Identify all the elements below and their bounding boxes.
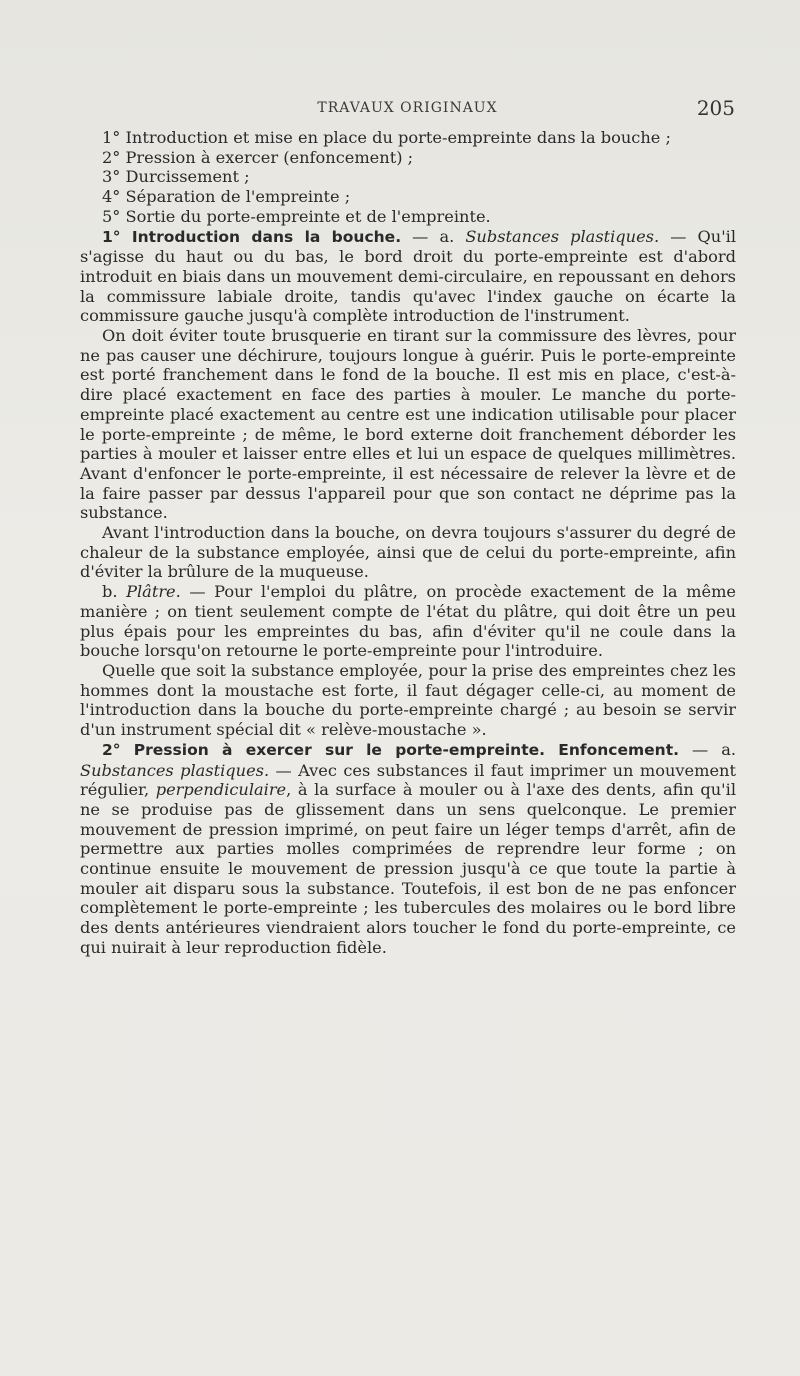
section-1-dash: — a.: [401, 226, 466, 246]
list-item: 3° Durcissement ;: [102, 167, 250, 187]
section-1-text: — Qu'il s'agisse du haut ou du bas, le bord droit du porte-empreinte est d'abord introduit en biais dans un mouvement demi-circulaire, en repoussant en dehors la commissure labiale droite, tandis qu'avec l'index gauche on écarte la commissure gauche jusqu'à complète introduction de l'instrument.: [80, 226, 736, 326]
section-2-paragraph: [80, 740, 736, 958]
section-2-text-b: , à la surface à mouler ou à l'axe des dents, afin qu'il ne se produise pas de glissement dans un sens quelconque. Le premier mouvement de pression imprimé, on peut faire un léger temps d'arrêt, afin de permettre aux parties molles comprimées de reprendre leur forme ; on continue ensuite le mouvement de pression jusqu'à ce que toute la partie à mouler ait disparu sous la substance. Toutefois, il est bon de ne pas enfoncer complètement le porte-empreinte ; les tubercules des molaires ou le bord libre des dents antérieures viendraient alors toucher le fond du porte-empreinte, ce qui nuirait à leur reproduction fidèle.: [80, 780, 736, 957]
paragraph-2: On doit éviter toute brusquerie en tirant sur la commissure des lèvres, pour ne pas causer une déchirure, toujours longue à guérir. Puis le porte-empreinte est porté franchement dans le fond de la bouche. Il est mis en place, c'est-à-dire placé exactement en face des parties à mouler. Le manche du porte-empreinte placé exactement au centre est une indication utilisable pour placer le porte-empreinte ; de même, le bord externe doit franchement déborder les parties à mouler et laisser entre elles et lui un espace de quelques millimètres. Avant d'enfoncer le porte-empreinte, il est nécessaire de relever la lèvre et de la faire passer par dessus l'appareil pour que son contact ne déprime pas la substance.: [80, 326, 736, 523]
running-title: TRAVAUX ORIGINAUX: [317, 100, 498, 116]
section-1-subhead: Substances plastiques.: [465, 226, 660, 246]
page-body: [80, 128, 736, 958]
paragraph-4-text: — Pour l'emploi du plâtre, on procède exactement de la même manière ; on tient seulement compte de l'état du plâtre, qui doit être un peu plus épais pour les empreintes du bas, afin d'éviter qu'il ne coule dans la bouche lorsqu'on retourne le porte-empreinte pour l'introduire.: [80, 582, 736, 661]
list-item: 4° Séparation de l'empreinte ;: [102, 187, 351, 207]
paragraph-5: Quelle que soit la substance employée, pour la prise des empreintes chez les hommes dont la moustache est forte, il faut dégager celle-ci, au moment de l'introduction dans la bouche du porte-empreinte chargé ; au besoin se servir d'un instrument spécial dit « relève-moustache ».: [80, 660, 736, 740]
section-1-heading: 1° Introduction dans la bouche.: [102, 227, 402, 246]
section-2-emphasis: perpendiculaire: [155, 780, 287, 800]
section-1-paragraph: [80, 227, 736, 327]
section-2-heading: 2° Pression à exercer sur le porte-empreinte. Enfoncement.: [102, 740, 680, 759]
section-2-dash: — a.: [679, 739, 736, 759]
page-number: 205: [696, 96, 735, 120]
section-2-subhead: Substances plastiques.: [80, 760, 270, 780]
subsection-subhead: Plâtre.: [126, 582, 181, 602]
section-2-text-a: — Avec ces substances il faut imprimer un mouvement régulier,: [80, 760, 736, 800]
list-item: 2° Pression à exercer (enfoncement) ;: [102, 147, 414, 167]
paragraph-3: Avant l'introduction dans la bouche, on devra toujours s'assurer du degré de chaleur de la substance employée, ainsi que de celui du porte-empreinte, afin d'éviter la brûlure de la muqueuse.: [80, 523, 736, 582]
paragraph-4: [80, 582, 736, 661]
list-item: 5° Sortie du porte-empreinte et de l'empreinte.: [102, 206, 491, 226]
list-item: 1° Introduction et mise en place du porte-empreinte dans la bouche ;: [102, 128, 671, 147]
subsection-label: b.: [102, 582, 127, 602]
page-header: [80, 96, 735, 126]
